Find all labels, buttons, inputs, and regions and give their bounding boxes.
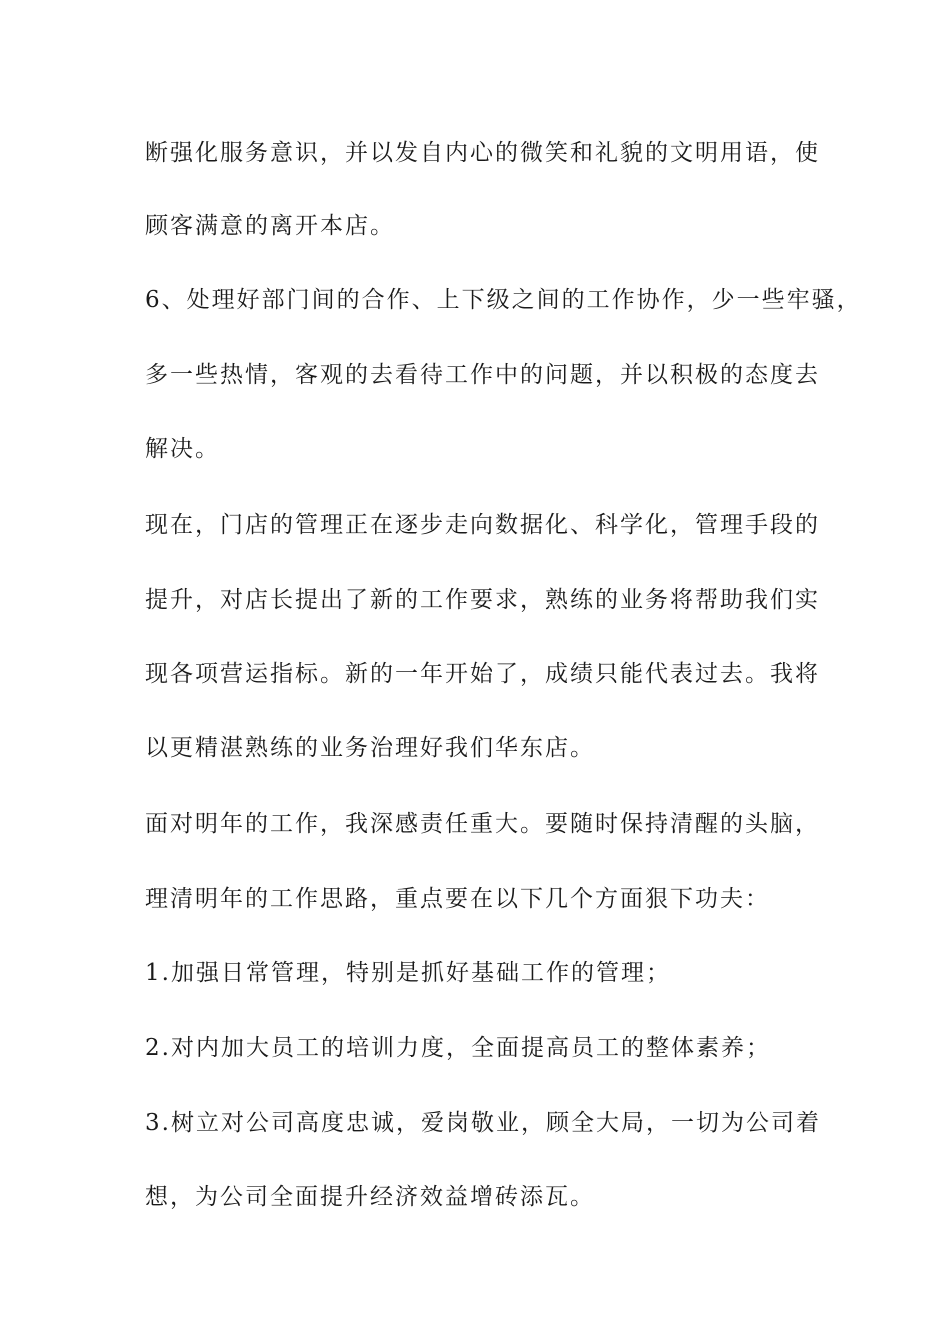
text-line-4: 多一些热情，客观的去看待工作中的问题，并以积极的态度去 — [145, 362, 820, 388]
text-line-15: 想，为公司全面提升经济效益增砖添瓦。 — [145, 1184, 595, 1210]
text-line-3: 6、处理好部门间的合作、上下级之间的工作协作，少一些牢骚， — [145, 287, 862, 313]
text-line-5: 解决。 — [145, 436, 220, 462]
text-line-7: 提升，对店长提出了新的工作要求，熟练的业务将帮助我们实 — [145, 587, 820, 613]
text-line-8: 现各项营运指标。新的一年开始了，成绩只能代表过去。我将 — [145, 661, 820, 687]
text-line-2: 顾客满意的离开本店。 — [145, 213, 395, 239]
text-line-9: 以更精湛熟练的业务治理好我们华东店。 — [145, 735, 595, 761]
text-line-13: 2.对内加大员工的培训力度，全面提高员工的整体素养； — [145, 1035, 771, 1061]
text-line-11: 理清明年的工作思路，重点要在以下几个方面狠下功夫： — [145, 886, 770, 912]
text-line-10: 面对明年的工作，我深感责任重大。要随时保持清醒的头脑， — [145, 811, 820, 837]
text-line-1: 断强化服务意识，并以发自内心的微笑和礼貌的文明用语，使 — [145, 140, 820, 166]
text-line-12: 1.加强日常管理，特别是抓好基础工作的管理； — [145, 960, 671, 986]
text-line-14: 3.树立对公司高度忠诚，爱岗敬业，顾全大局，一切为公司着 — [145, 1110, 821, 1136]
text-line-6: 现在，门店的管理正在逐步走向数据化、科学化，管理手段的 — [145, 512, 820, 538]
